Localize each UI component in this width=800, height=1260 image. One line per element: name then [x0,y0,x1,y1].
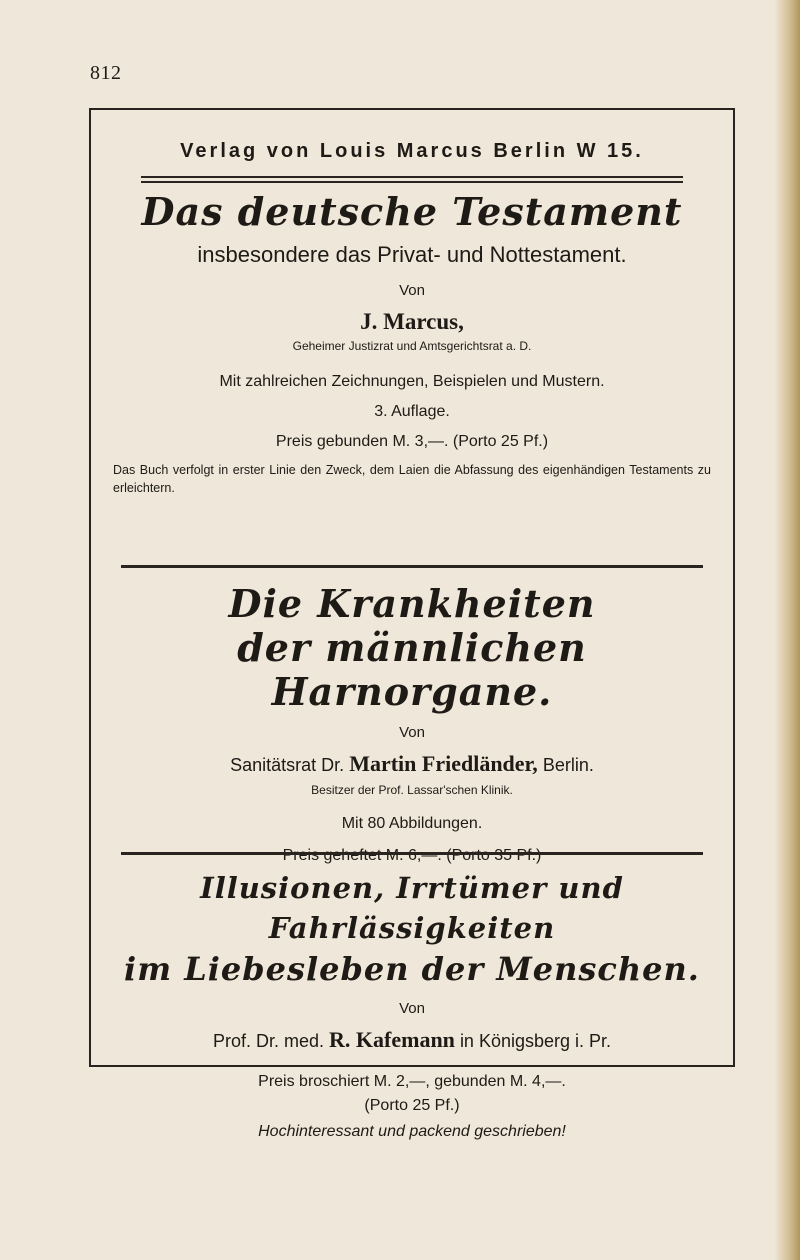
book-1-author-title: Geheimer Justizrat und Amtsgerichtsrat a. D. [292,339,532,353]
book-3-author-place: in Königsberg i. Pr. [459,1031,612,1051]
book-1-von: Von [399,282,425,299]
section-divider-1 [121,565,703,568]
book-3-title-line2: im Liebesleben der Menschen. [124,950,700,988]
book-3-author-prefix: Prof. Dr. med. [212,1031,325,1051]
book-2-detail: Mit 80 Abbildungen. [341,815,483,832]
book-1-title: Das deutsche Testament [141,189,683,234]
book-1 [91,190,733,497]
book-2-author-name: Martin Friedländer, [349,751,538,776]
book-2-author-prefix: Sanitätsrat Dr. [230,755,345,775]
book-3-author-name: R. Kafemann [329,1027,455,1052]
book-2-price: Preis geheftet M. 6,—. (Porto 35 Pf.) [282,847,542,864]
page-edge-shading [774,0,800,1260]
book-3 [91,868,733,1141]
page-number: 812 [90,62,122,84]
book-3-von: Von [399,1000,425,1017]
book-1-detail: Mit zahlreichen Zeichnungen, Beispielen und Mustern. [219,373,605,390]
book-2-title-line1: Die Krankheiten [228,581,596,626]
book-2-von: Von [399,724,425,741]
section-divider-2 [121,852,703,855]
book-2-title-line2: der männlichen Harnorgane. [237,625,587,714]
book-3-tagline: Hochinteressant und packend geschrieben! [258,1123,566,1140]
book-1-author: J. Marcus, [360,309,464,334]
book-2-author-place: Berlin. [542,755,594,775]
book-3-price: Preis broschiert M. 2,—, gebunden M. 4,—. [258,1073,566,1090]
book-1-description: Das Buch verfolgt in erster Linie den Zweck, dem Laien die Abfassung des eigenhändigen Testaments zu erleichtern. [113,463,711,495]
book-3-author [91,1027,733,1053]
publisher-divider [141,176,683,183]
book-2 [91,582,733,865]
book-3-porto: (Porto 25 Pf.) [364,1097,460,1114]
book-2-author [91,751,733,777]
publisher-line: Verlag von Louis Marcus Berlin W 15. [180,140,644,162]
book-3-title-line1: Illusionen, Irrtümer und Fahrlässigkeiten [200,871,624,945]
advertisement-frame [89,108,735,1140]
book-1-subtitle: insbesondere das Privat- und Nottestament. [197,242,627,267]
book-1-price: Preis gebunden M. 3,—. (Porto 25 Pf.) [275,433,549,450]
book-1-edition: 3. Auflage. [374,403,450,420]
book-2-author-title: Besitzer der Prof. Lassar'schen Klinik. [311,783,513,797]
